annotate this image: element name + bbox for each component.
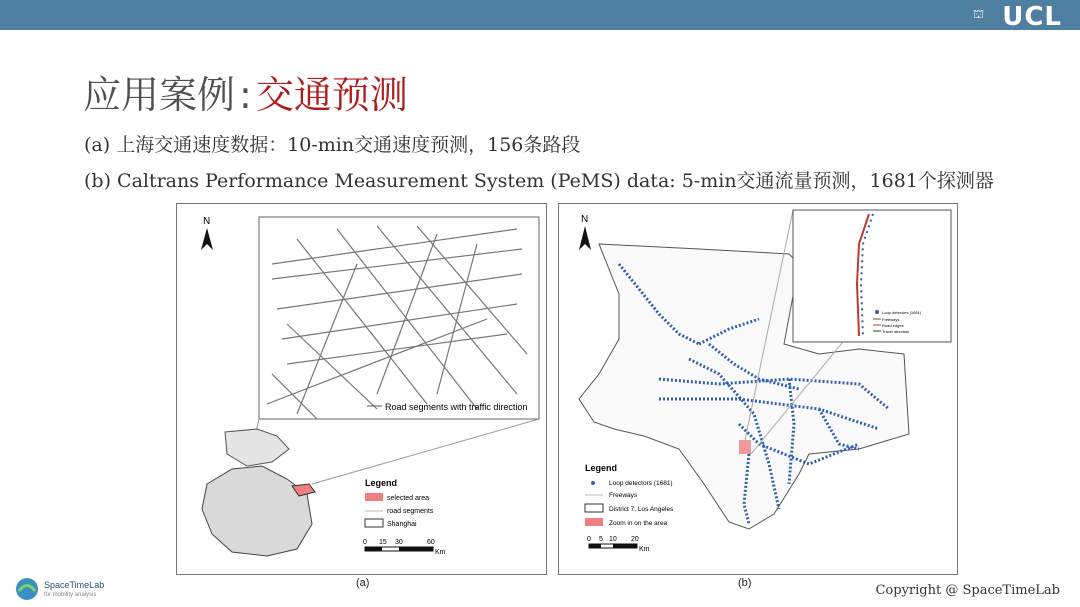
- legend-item-freeway: Freeways: [609, 492, 638, 499]
- scale-tick: 0: [587, 536, 591, 543]
- top-bar: [0, 0, 1080, 30]
- inset-frame: [259, 217, 539, 419]
- inset-legend-item: Loop detectors (1681): [882, 310, 922, 315]
- legend-item-zoom: Zoom in on the area: [609, 520, 668, 527]
- scale-tick: 0: [363, 539, 367, 546]
- shanghai-map-svg: [177, 204, 546, 574]
- scale-unit: Km: [639, 546, 650, 553]
- figure-b-caption: (b): [738, 577, 752, 589]
- legend-swatch-zoom: [585, 518, 603, 526]
- legend-item-selected: selected area: [387, 495, 430, 502]
- inset-legend-item: Road edges: [882, 323, 904, 328]
- logo-name: SpaceTimeLab: [44, 580, 105, 590]
- legend-swatch-district: [585, 504, 603, 512]
- legend-swatch-shanghai: [365, 519, 383, 527]
- connector-line: [312, 419, 539, 484]
- spacetimelab-logo-icon: [14, 576, 40, 602]
- legend-title: Legend: [365, 478, 398, 488]
- north-label: N: [581, 214, 589, 225]
- inset-label: Road segments with traffic direction: [385, 402, 528, 412]
- north-label: N: [203, 216, 211, 227]
- ucl-logo: UCL: [1002, 2, 1062, 32]
- scale-tick: 60: [427, 539, 435, 546]
- bullet-pems: (b) Caltrans Performance Measurement System (PeMS) data: 5-min交通流量预测，1681个探测器: [84, 170, 994, 192]
- legend-item-detector: Loop detectors (1681): [609, 480, 673, 487]
- scale-tick: 30: [395, 539, 403, 546]
- shanghai-mainland: [202, 466, 312, 556]
- figure-a-caption: (a): [356, 577, 370, 589]
- inset-frame: [793, 210, 951, 342]
- scale-tick: 15: [379, 539, 387, 546]
- scale-unit: Km: [435, 549, 446, 556]
- north-arrow-icon: [201, 228, 213, 250]
- chongming-island: [225, 429, 289, 466]
- figure-la-map: [558, 203, 958, 575]
- bullet-shanghai: (a) 上海交通速度数据：10-min交通速度预测，156条路段: [84, 134, 581, 156]
- legend-item-road: road segments: [387, 508, 434, 515]
- legend-item-shanghai: Shanghai: [387, 521, 417, 528]
- title-highlight: 交通预测: [255, 73, 408, 117]
- scale-tick: 20: [631, 536, 639, 543]
- figure-shanghai-map: [176, 203, 547, 575]
- scale-tick: 10: [609, 536, 617, 543]
- copyright-text: Copyright @ SpaceTimeLab: [875, 583, 1060, 598]
- legend-item-district: District 7, Los Angeles: [609, 506, 674, 513]
- legend-swatch-selected: [365, 493, 383, 501]
- zoom-area: [739, 440, 751, 454]
- ucl-portico-icon: ⛫: [972, 7, 984, 21]
- title-prefix: 应用案例: [83, 73, 236, 117]
- title-separator: :: [239, 73, 252, 117]
- logo-tagline: for mobility analysis: [44, 592, 97, 598]
- north-arrow-icon: [579, 226, 591, 250]
- slide-title: [83, 64, 408, 119]
- la-map-svg: [559, 204, 957, 574]
- legend-swatch-detector: [591, 481, 595, 485]
- legend-title: Legend: [585, 463, 618, 473]
- inset-legend-dot: [875, 310, 879, 314]
- scale-tick: 5: [599, 536, 603, 543]
- inset-legend-item: Freeways: [882, 317, 900, 322]
- inset-legend-item: Travel direction: [882, 329, 910, 334]
